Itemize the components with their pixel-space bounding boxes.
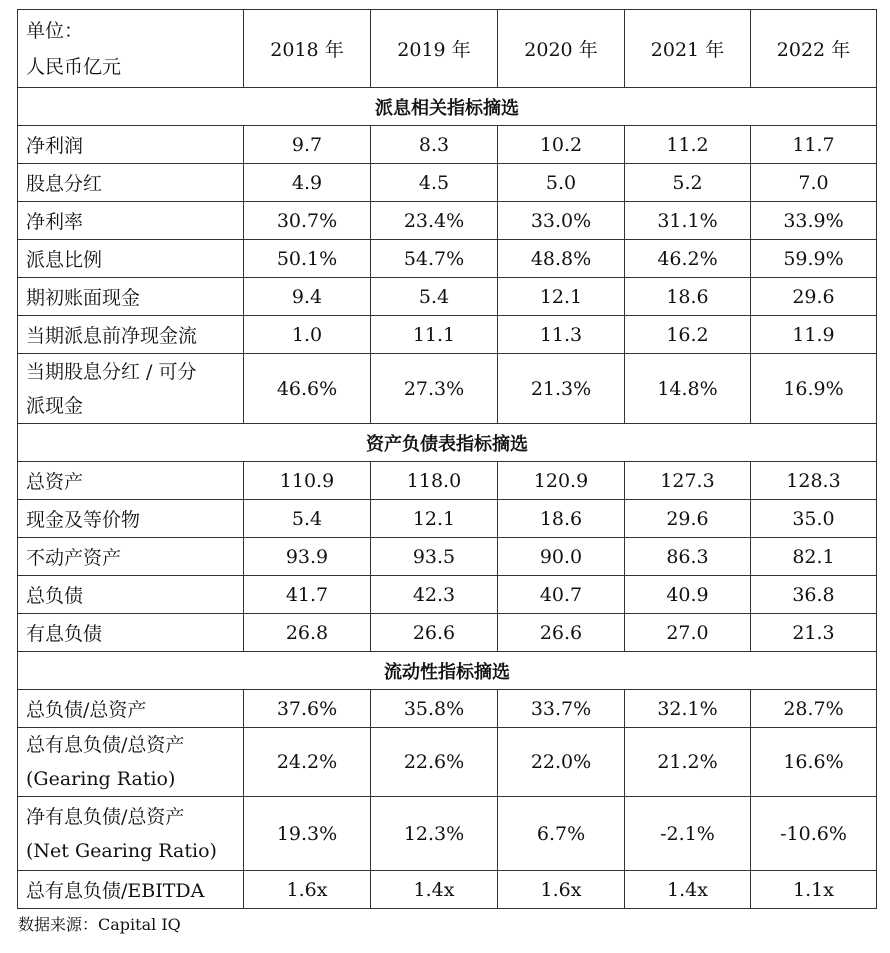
section-title-dividend: 派息相关指标摘选 xyxy=(18,88,877,126)
financial-indicators-table xyxy=(17,9,877,909)
data-source-note: 数据来源：Capital IQ xyxy=(18,915,181,934)
header-row xyxy=(18,10,877,88)
table-cell: 19.3% xyxy=(244,797,371,871)
table-cell: 46.2% xyxy=(625,240,751,278)
table-cell: 5.0 xyxy=(498,164,625,202)
table-cell: 33.9% xyxy=(751,202,877,240)
table-cell: 90.0 xyxy=(498,538,625,576)
row-label: 总有息负债/EBITDA xyxy=(18,871,244,909)
table-cell: 93.9 xyxy=(244,538,371,576)
table-cell: 41.7 xyxy=(244,576,371,614)
table-cell: 16.2 xyxy=(625,316,751,354)
unit-currency-label: 人民币亿元 xyxy=(26,55,122,78)
table-cell: 18.6 xyxy=(625,278,751,316)
table-row xyxy=(18,797,877,871)
table-cell: 1.4x xyxy=(371,871,498,909)
table-cell: 33.0% xyxy=(498,202,625,240)
table-cell: 21.3% xyxy=(498,354,625,424)
table-cell: 11.7 xyxy=(751,126,877,164)
unit-label: 单位： xyxy=(26,19,84,42)
table-cell: 16.6% xyxy=(751,728,877,797)
table-cell: 1.0 xyxy=(244,316,371,354)
row-label-line1: 当期股息分红 / 可分 xyxy=(26,360,197,383)
row-label-line1: 净有息负债/总资产 xyxy=(26,805,185,828)
table-cell: 12.3% xyxy=(371,797,498,871)
row-label: 总负债/总资产 xyxy=(18,690,244,728)
table-row xyxy=(18,462,877,500)
row-label xyxy=(18,354,244,424)
table-cell: 9.4 xyxy=(244,278,371,316)
section-header-row xyxy=(18,652,877,690)
table-row xyxy=(18,278,877,316)
table-row xyxy=(18,576,877,614)
row-label: 现金及等价物 xyxy=(18,500,244,538)
table-cell: 24.2% xyxy=(244,728,371,797)
table-row xyxy=(18,316,877,354)
row-label: 不动产资产 xyxy=(18,538,244,576)
table-cell: 5.2 xyxy=(625,164,751,202)
table-cell: 11.3 xyxy=(498,316,625,354)
table-cell: 5.4 xyxy=(244,500,371,538)
table-cell: 48.8% xyxy=(498,240,625,278)
section-title-balance-sheet: 资产负债表指标摘选 xyxy=(18,424,877,462)
table-cell: 9.7 xyxy=(244,126,371,164)
table-cell: 50.1% xyxy=(244,240,371,278)
table-cell: 118.0 xyxy=(371,462,498,500)
table-cell: 28.7% xyxy=(751,690,877,728)
row-label: 净利润 xyxy=(18,126,244,164)
table-cell: 11.9 xyxy=(751,316,877,354)
row-label xyxy=(18,728,244,797)
table-cell: 8.3 xyxy=(371,126,498,164)
table-row xyxy=(18,690,877,728)
table-cell: 12.1 xyxy=(498,278,625,316)
table-row xyxy=(18,240,877,278)
row-label: 有息负债 xyxy=(18,614,244,652)
table-cell: 1.4x xyxy=(625,871,751,909)
row-label: 净利率 xyxy=(18,202,244,240)
table-cell: 22.6% xyxy=(371,728,498,797)
table-cell: 21.2% xyxy=(625,728,751,797)
section-header-row xyxy=(18,88,877,126)
row-label-line2: (Net Gearing Ratio) xyxy=(26,839,217,862)
year-header-2021: 2021 年 xyxy=(625,10,751,88)
table-cell: -2.1% xyxy=(625,797,751,871)
table-cell: 27.0 xyxy=(625,614,751,652)
table-cell: 14.8% xyxy=(625,354,751,424)
table-cell: 54.7% xyxy=(371,240,498,278)
table-cell: 110.9 xyxy=(244,462,371,500)
table-cell: 29.6 xyxy=(625,500,751,538)
table-cell: 46.6% xyxy=(244,354,371,424)
table-cell: 4.5 xyxy=(371,164,498,202)
table-cell: 12.1 xyxy=(371,500,498,538)
table-cell: 23.4% xyxy=(371,202,498,240)
table-cell: 37.6% xyxy=(244,690,371,728)
table-row xyxy=(18,614,877,652)
row-label: 期初账面现金 xyxy=(18,278,244,316)
table-row xyxy=(18,202,877,240)
table-row xyxy=(18,538,877,576)
year-header-2019: 2019 年 xyxy=(371,10,498,88)
table-row xyxy=(18,500,877,538)
unit-cell xyxy=(18,10,244,88)
row-label-line2: (Gearing Ratio) xyxy=(26,768,176,790)
table-cell: 11.1 xyxy=(371,316,498,354)
table-cell: 40.7 xyxy=(498,576,625,614)
row-label-line2: 派现金 xyxy=(26,394,84,417)
table-cell: 33.7% xyxy=(498,690,625,728)
table-cell: 1.6x xyxy=(498,871,625,909)
table-cell: 35.0 xyxy=(751,500,877,538)
section-header-row xyxy=(18,424,877,462)
row-label: 当期派息前净现金流 xyxy=(18,316,244,354)
table-cell: 82.1 xyxy=(751,538,877,576)
table-cell: 11.2 xyxy=(625,126,751,164)
year-header-2022: 2022 年 xyxy=(751,10,877,88)
table-cell: 26.6 xyxy=(498,614,625,652)
table-cell: 26.6 xyxy=(371,614,498,652)
table-row xyxy=(18,164,877,202)
table-row xyxy=(18,728,877,797)
table-cell: 7.0 xyxy=(751,164,877,202)
table-row xyxy=(18,354,877,424)
table-cell: 35.8% xyxy=(371,690,498,728)
table-cell: 30.7% xyxy=(244,202,371,240)
table-cell: 4.9 xyxy=(244,164,371,202)
table-cell: -10.6% xyxy=(751,797,877,871)
table-cell: 10.2 xyxy=(498,126,625,164)
row-label-line1: 总有息负债/总资产 xyxy=(26,734,185,756)
table-cell: 31.1% xyxy=(625,202,751,240)
table-cell: 16.9% xyxy=(751,354,877,424)
table-cell: 36.8 xyxy=(751,576,877,614)
table-cell: 127.3 xyxy=(625,462,751,500)
table-cell: 26.8 xyxy=(244,614,371,652)
table-cell: 6.7% xyxy=(498,797,625,871)
table-row xyxy=(18,126,877,164)
row-label: 股息分红 xyxy=(18,164,244,202)
table-cell: 86.3 xyxy=(625,538,751,576)
table-cell: 120.9 xyxy=(498,462,625,500)
table-cell: 42.3 xyxy=(371,576,498,614)
table-cell: 1.1x xyxy=(751,871,877,909)
row-label: 总资产 xyxy=(18,462,244,500)
table-cell: 40.9 xyxy=(625,576,751,614)
row-label: 总负债 xyxy=(18,576,244,614)
table-cell: 1.6x xyxy=(244,871,371,909)
table-cell: 93.5 xyxy=(371,538,498,576)
table-cell: 128.3 xyxy=(751,462,877,500)
table-cell: 21.3 xyxy=(751,614,877,652)
table-row xyxy=(18,871,877,909)
table-cell: 32.1% xyxy=(625,690,751,728)
table-cell: 29.6 xyxy=(751,278,877,316)
table-cell: 18.6 xyxy=(498,500,625,538)
year-header-2018: 2018 年 xyxy=(244,10,371,88)
table-cell: 22.0% xyxy=(498,728,625,797)
row-label xyxy=(18,797,244,871)
section-title-liquidity: 流动性指标摘选 xyxy=(18,652,877,690)
table-cell: 27.3% xyxy=(371,354,498,424)
row-label: 派息比例 xyxy=(18,240,244,278)
year-header-2020: 2020 年 xyxy=(498,10,625,88)
table-cell: 5.4 xyxy=(371,278,498,316)
table-cell: 59.9% xyxy=(751,240,877,278)
